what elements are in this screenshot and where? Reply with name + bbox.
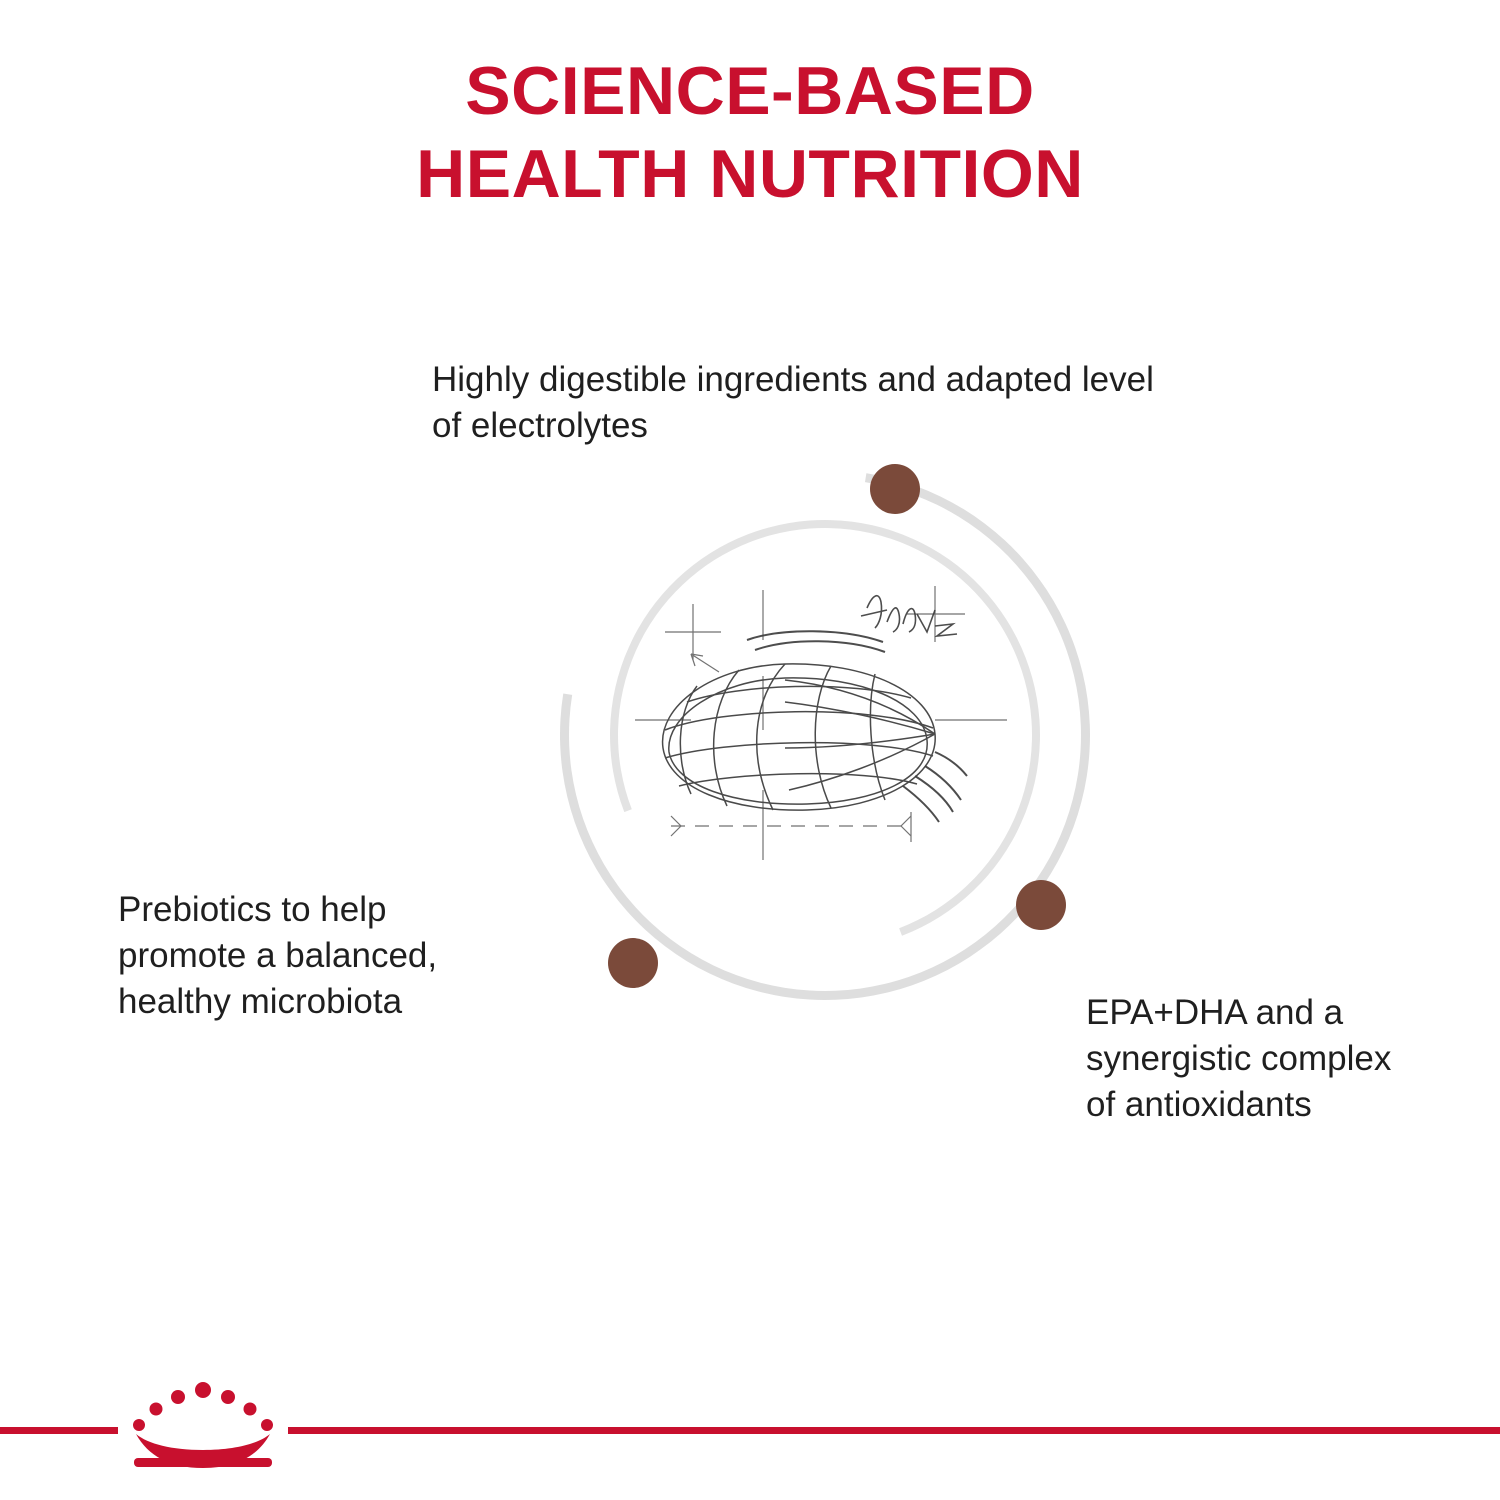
kibble-sketch-icon bbox=[635, 580, 1015, 870]
callout-digestibility: Highly digestible ingredients and adapted level of electrolytes bbox=[432, 360, 1154, 446]
node-marker-right bbox=[1016, 880, 1066, 930]
benefits-diagram bbox=[540, 450, 1110, 1020]
node-marker-top bbox=[870, 464, 920, 514]
page-title-line-2: HEALTH NUTRITION bbox=[416, 135, 1084, 212]
royal-canin-crown-icon bbox=[118, 1382, 288, 1474]
node-marker-left bbox=[608, 938, 658, 988]
page-title-line-1: SCIENCE-BASED bbox=[465, 52, 1035, 129]
callout-epa-dha: EPA+DHA and a synergistic complex of antioxidants bbox=[1086, 993, 1392, 1125]
page-title bbox=[0, 50, 1500, 216]
callout-prebiotics: Prebiotics to help promote a balanced, healthy microbiota bbox=[118, 890, 438, 1022]
